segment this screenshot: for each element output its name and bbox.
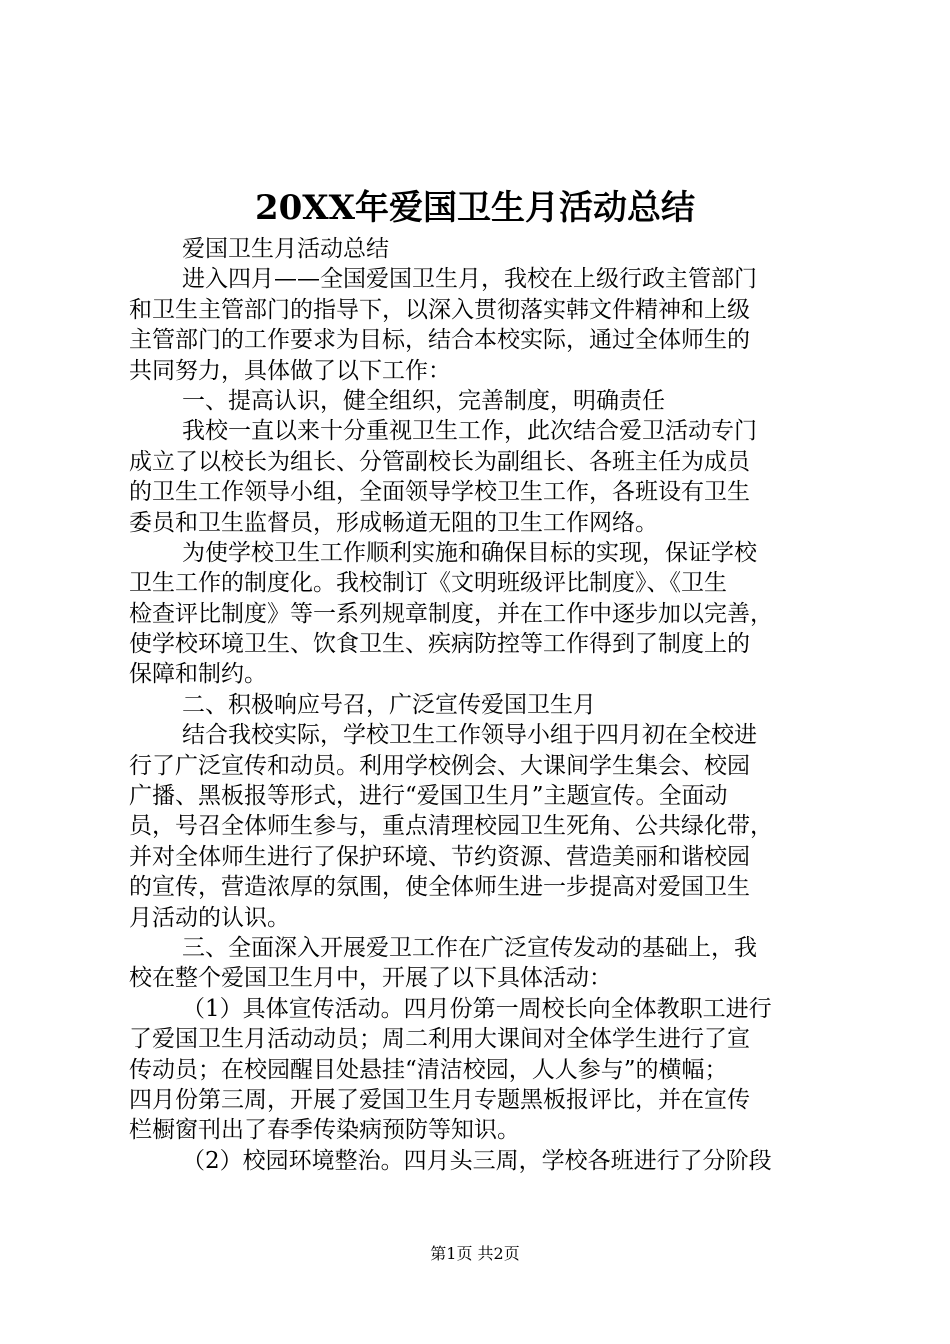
body-text-line: 我校一直以来十分重视卫生工作，此次结合爱卫活动专门 <box>182 418 757 445</box>
body-text-line: 爱国卫生月活动总结 <box>182 236 389 262</box>
body-text-line: 栏橱窗刊出了春季传染病预防等知识。 <box>129 1117 520 1144</box>
body-text-line: 主管部门的工作要求为目标，结合本校实际，通过全体师生的 <box>129 327 750 354</box>
body-text-line: 并对全体师生进行了保护环境、节约资源、营造美丽和谐校园 <box>129 843 750 870</box>
page-number-footer: 第1页 共2页 <box>430 1244 520 1263</box>
body-text-line: 行了广泛宣传和动员。利用学校例会、大课间学生集会、校园 <box>129 752 750 779</box>
body-text-line: 检查评比制度》等一系列规章制度，并在工作中逐步加以完善， <box>129 600 773 627</box>
document-body <box>129 234 829 1176</box>
body-text-line: 共同努力，具体做了以下工作： <box>129 357 451 384</box>
body-text-line: 广播、黑板报等形式，进行“爱国卫生月”主题宣传。全面动 <box>129 783 728 810</box>
body-text-line: （1）具体宣传活动。四月份第一周校长向全体教职工进行 <box>182 995 772 1022</box>
body-text-line: 传动员；在校园醒目处悬挂“清洁校园，人人参与”的横幅； <box>129 1056 728 1083</box>
body-text-line: 为使学校卫生工作顺利实施和确保目标的实现，保证学校 <box>182 539 757 566</box>
body-text-line: 月活动的认识。 <box>129 904 290 931</box>
body-text-line: 了爱国卫生月活动动员；周二利用大课间对全体学生进行了宣 <box>129 1026 750 1053</box>
body-text-line: 保障和制约。 <box>129 661 267 688</box>
body-text-line: 的卫生工作领导小组，全面领导学校卫生工作，各班设有卫生 <box>129 479 750 506</box>
body-text-line: 使学校环境卫生、饮食卫生、疾病防控等工作得到了制度上的 <box>129 631 750 658</box>
body-text-line: 结合我校实际，学校卫生工作领导小组于四月初在全校进 <box>182 722 757 749</box>
body-text-line: （2）校园环境整治。四月头三周，学校各班进行了分阶段 <box>182 1147 772 1174</box>
body-text-line: 员，号召全体师生参与，重点清理校园卫生死角、公共绿化带， <box>129 813 773 840</box>
body-text-line: 委员和卫生监督员，形成畅道无阻的卫生工作网络。 <box>129 509 658 536</box>
document-title: 20XX年爱国卫生月活动总结 <box>254 188 696 228</box>
body-text-line: 校在整个爱国卫生月中，开展了以下具体活动： <box>129 965 612 992</box>
body-text-line: 二、积极响应号召，广泛宣传爱国卫生月 <box>182 691 596 718</box>
body-text-line: 一、提高认识，健全组织，完善制度，明确责任 <box>182 387 665 414</box>
body-text-line: 进入四月——全国爱国卫生月，我校在上级行政主管部门 <box>182 266 757 293</box>
body-text-line: 和卫生主管部门的指导下，以深入贯彻落实韩文件精神和上级 <box>129 296 750 323</box>
body-text-line: 卫生工作的制度化。我校制订《文明班级评比制度》、《卫生 <box>129 570 727 597</box>
body-text-line: 四月份第三周，开展了爱国卫生月专题黑板报评比，并在宣传 <box>129 1086 750 1113</box>
body-text-line: 的宣传，营造浓厚的氛围，使全体师生进一步提高对爱国卫生 <box>129 874 750 901</box>
body-text-line: 成立了以校长为组长、分管副校长为副组长、各班主任为成员 <box>129 448 750 475</box>
body-text-line: 三、全面深入开展爱卫工作在广泛宣传发动的基础上，我 <box>182 934 757 961</box>
